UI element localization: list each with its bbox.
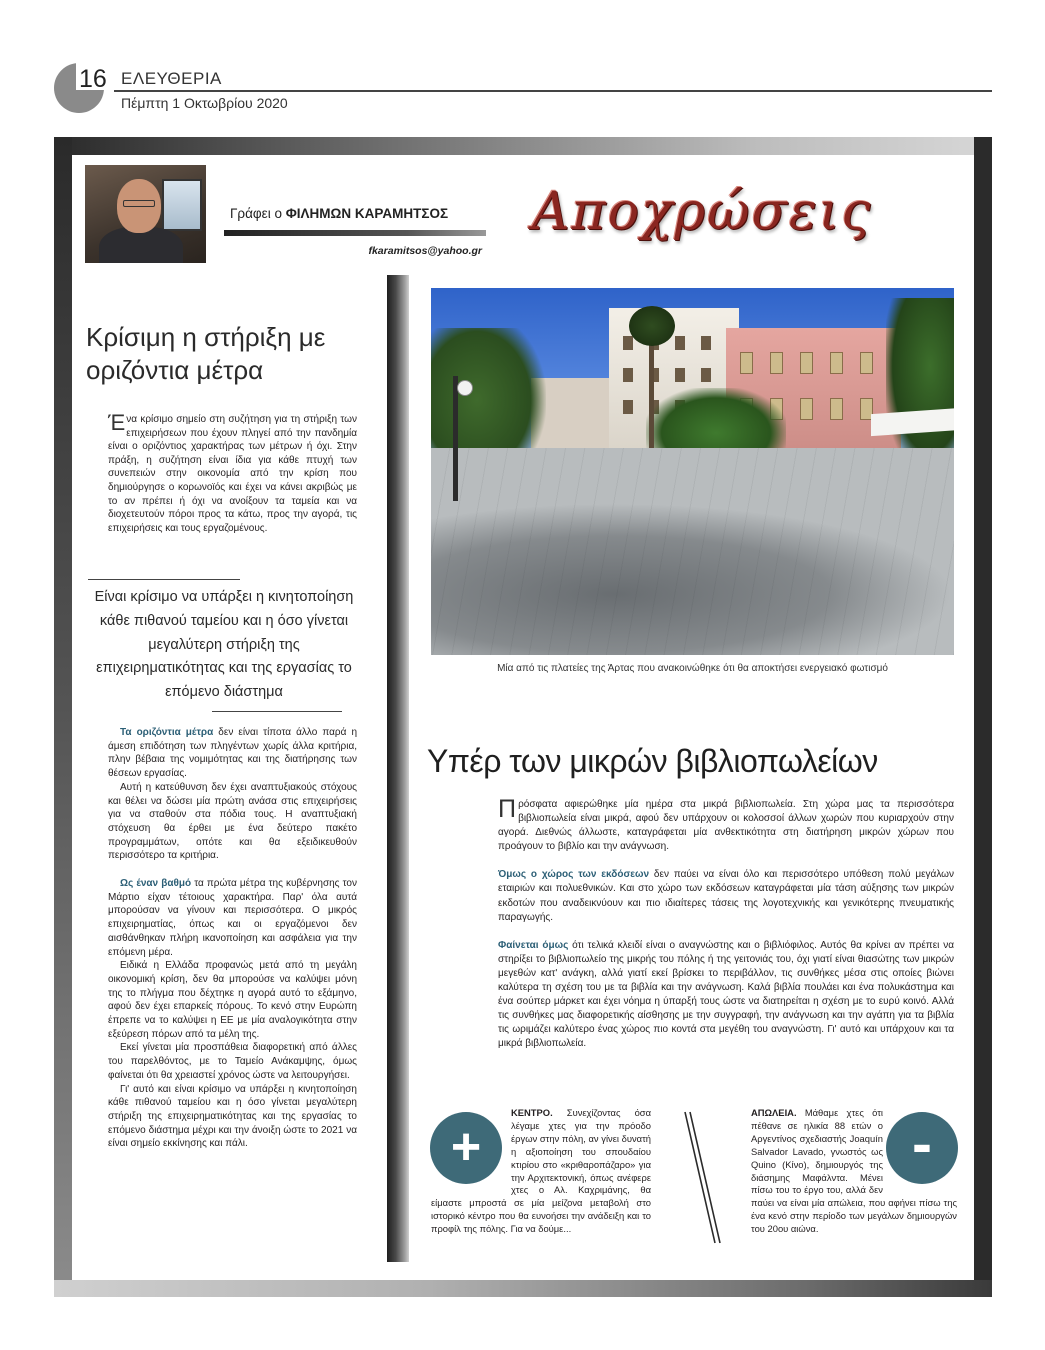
- pull-quote-rule-top: [88, 579, 240, 580]
- paragraph: Εκεί γίνεται μία προσπάθεια διαφορετική από άλλες του παρελθόντος, με το Ταμείο Ανάκαμψης, όμως φαίνεται ότι θα χρειαστεί χρόνος ώστε να λειτουργήσει.: [108, 1042, 357, 1081]
- paragraph: Αυτή η κατεύθυνση δεν έχει αναπτυξιακούς στόχους και θέλει να δώσει μία πρώτη ανάσα στις επιχειρήσεις για να σταθούν στα πόδια τους. Η αναπτυξιακή στόχευση θα έρθει με ένα δεύτερο πακέτο προγραμμάτων, οπότε και θα εξειδικευθούν περισσότερο τα κριτήρια.: [108, 781, 357, 862]
- author-email: fkaramitsos@yahoo.gr: [368, 245, 482, 257]
- paragraph: Ως έναν βαθμό τα πρώτα μέτρα της κυβέρνησης τον Μάρτιο είχαν τέτοιους χαρακτήρα. Παρ' όλα αυτά μπορούσαν να γίνουν και περισσότερα. Ο μικρός επιχειρηματίας, όπως και οι εργαζόμενοι δεν αισθάνθηκαν πλήρη ικανοποίηση και ασφάλεια για την επόμενη μέρα.: [108, 878, 357, 958]
- byline-rule: [224, 230, 486, 236]
- photo-caption: Μία από τις πλατείες της Άρτας που ανακοινώθηκε ότι θα αποκτήσει ενεργειακό φωτισμό: [497, 663, 888, 674]
- frame-right-bar: [974, 137, 992, 1297]
- paragraph: Φαίνεται όμως ότι τελικά κλειδί είναι ο αναγνώστης και ο βιβλιόφιλος. Αυτός θα κρίνει αν πρέπει να στηρίξει το βιβλιοπωλείο της μικρής του πόλης ή της γειτονιάς του, όχι γιατί είναι θιασώτης των μικρών μεγεθών κατ' ανάγκη, αλλά γιατί εκεί βρίσκει το περιβάλλον, τις συνθήκες μέσα στις οποίες βιώνει καλύτερα τη σχέση του με τα βιβλία και την ανάγνωση. Καλά βιβλία πουλάει και ένα πολυκάστημα και ένα σούπερ μάρκετ και έχει νόημα η ύπαρξή τους ώστε να διατηρείται η σχέση με το ευρύ κοινό. Αλλά τις συνθήκες μας διαφορετικής αίσθησης με την συγγραφή, την ανάγνωση και την αγάπη για τα βιβλία τις ωριμάζει καλύτερο ένας χώρος πιο κοντά στα μεγέθη του αναγνώστη. Γι' αυτό και υπάρχουν και τα μικρά βιβλιοπωλεία.: [498, 939, 954, 1050]
- newspaper-name: ΕΛΕΥΘΕΡΙΑ: [121, 69, 222, 88]
- byline-prefix: Γράφει ο: [230, 206, 282, 221]
- left-article-lead: [108, 410, 357, 535]
- paragraph: Ειδικά η Ελλάδα προφανώς μετά από τη μεγάλη οικονομική κρίση, δεν θα μπορούσε να καλύψει μόνη της το πλήγμα που δέχτηκε η αγορά αυτό το εξάμηνο, αφού δεν έχει επαρκείς πόρους. Το κενό στην Ευρώπη έπρεπε να το καλύψει η ΕΕ με μία αναλογικότητα στην εξεύρεση πόρων από τα μέλη της.: [108, 960, 357, 1040]
- minus-box-lead: ΑΠΩΛΕΙΑ.: [751, 1107, 797, 1118]
- plus-box-lead: ΚΕΝΤΡΟ.: [511, 1107, 553, 1118]
- page-number: 16: [79, 65, 107, 93]
- paragraph: Πρόσφατα αφιερώθηκε μία ημέρα στα μικρά βιβλιοπωλεία. Στη χώρα μας τα περισσότερα βιβλιοπωλεία είναι μικρά, αφού δεν υπάρχουν οι κολοσσοί άλλων χωρών που κυριαρχούν στην αγορά. Διεθνώς άλλωστε, καταγράφεται μία ανθεκτικότητα στη διατήρηση μικρών χώρων που προάγουν το βιβλίο και την ανάγνωση.: [498, 795, 954, 853]
- frame-left-bar: [54, 137, 72, 1297]
- plus-box-text: ΚΕΝΤΡΟ. Συνεχίζοντας όσα λέγαμε χτες για την πρόοδο έργων στην πόλη, αν γίνει δυνατή η αξιοποίηση του σπουδαίου κτιρίου στο «κριθαροπάζαρο» για την Αρχιτεκτονική, όπως ανέφερε χτες ο Αλ. Καχριμάνης, θα είμαστε μπροστά σε μία μείζονα μεταβολή στο ιστορικό κέντρο που θα ευνοήσει την ανάδειξη και το προφίλ της πόλης. Για να δούμε...: [431, 1107, 651, 1235]
- dropcap: Π: [498, 795, 517, 823]
- minus-icon: -: [886, 1112, 958, 1184]
- frame-top-bar: [54, 137, 992, 155]
- slash-divider-icon: [683, 1110, 723, 1245]
- minus-box-text: ΑΠΩΛΕΙΑ. Μάθαμε χτες ότι πέθανε σε ηλικία 88 ετών ο Αργεντίνος σχεδιαστής Joaquín Salvador Lavado, γνωστός ως Quino (Κίνο), δημιουργός της διάσημης Μαφάλντα. Μένει πίσω του το έργο του, αλλά δεν παύει να είναι μία απώλεια, που αφήνει πίσω της ένα κενό στην περίοδο των μεγάλων δημιουργών του 20ου αιώνα.: [751, 1107, 957, 1235]
- plus-icon: +: [430, 1112, 502, 1184]
- pull-quote: Είναι κρίσιμο να υπάρξει η κινητοποίηση κάθε πιθανού ταμείου και η όσο γίνεται μεγαλύτερη στήριξη της επιχειρηματικότητας και της εργασίας το επόμενο διάστημα: [94, 589, 354, 701]
- lead-text: να κρίσιμο σημείο στη συζήτηση για τη στήριξη των επιχειρήσεων που έχουν πληγεί από την πανδημία είναι ο οριζόντιος χαρακτήρας των μέτρων ή όχι. Στην πράξη, η συζήτηση είναι ίδια για κάθε πτυχή των συνεπειών στην οικονομία από την κρίση που δημιούργησε ο κορωνοϊός και έχει να κάνει ακριβώς με το αν πρέπει ή όχι να ανοίξουν τα ταμεία και να διοχετευτούν πόροι προς τα κάτω, προς την αγορά, τις επιχειρήσεις και τους εργαζομένους.: [108, 414, 357, 534]
- author-name: ΦΙΛΗΜΩΝ ΚΑΡΑΜΗΤΣΟΣ: [285, 206, 449, 221]
- issue-date: Πέμπτη 1 Οκτωβρίου 2020: [121, 95, 288, 111]
- lead-dropcap: Έ: [108, 410, 126, 435]
- column-divider: [387, 275, 409, 1262]
- frame-bottom-bar: [54, 1280, 992, 1297]
- paragraph: Όμως ο χώρος των εκδόσεων δεν παύει να είναι όλο και περισσότερο υπόθεση πολύ μεγάλων εταιριών και πολυεθνικών. Και στο χώρο των εκδόσεων καταγράφεται μία τάση αύξησης των μικρών εκδοτών που αναδεικνύουν και πιο ιδιαίτερες τάσεις της λογοτεχνικής και γενικότερης πνευματικής παραγωγής.: [498, 869, 954, 923]
- square-photo: [431, 288, 954, 655]
- left-article-body: [108, 726, 357, 1151]
- right-article-body: [498, 795, 954, 1052]
- left-article-title: Κρίσιμη η στήριξη με οριζόντια μέτρα: [86, 322, 326, 385]
- header-rule: [114, 90, 992, 92]
- column-title-logo: Αποχρώσεις: [532, 182, 873, 242]
- pull-quote-rule-bottom: [212, 711, 342, 712]
- paragraph: Γι' αυτό και είναι κρίσιμο να υπάρξει η κινητοποίηση κάθε πιθανού ταμείου και η όσο γίνεται μεγαλύτερη στήριξη της επιχειρηματικότητας και της εργασίας το επόμενο διάστημα μέχρι και την άνοιξη ώστε το 2021 να είναι σημείο εκκίνησης και πάλι.: [108, 1083, 357, 1150]
- right-article-title: Υπέρ των μικρών βιβλιοπωλείων: [427, 743, 878, 779]
- byline: [230, 206, 448, 221]
- paragraph: Τα οριζόντια μέτρα δεν είναι τίποτα άλλο παρά η άμεση επιδότηση των πληγέντων χωρίς άλλα κριτήρια, πλην βέβαια της νομιμότητας και της διατήρησης των θέσεων εργασίας.: [108, 727, 357, 780]
- author-photo: [85, 165, 206, 263]
